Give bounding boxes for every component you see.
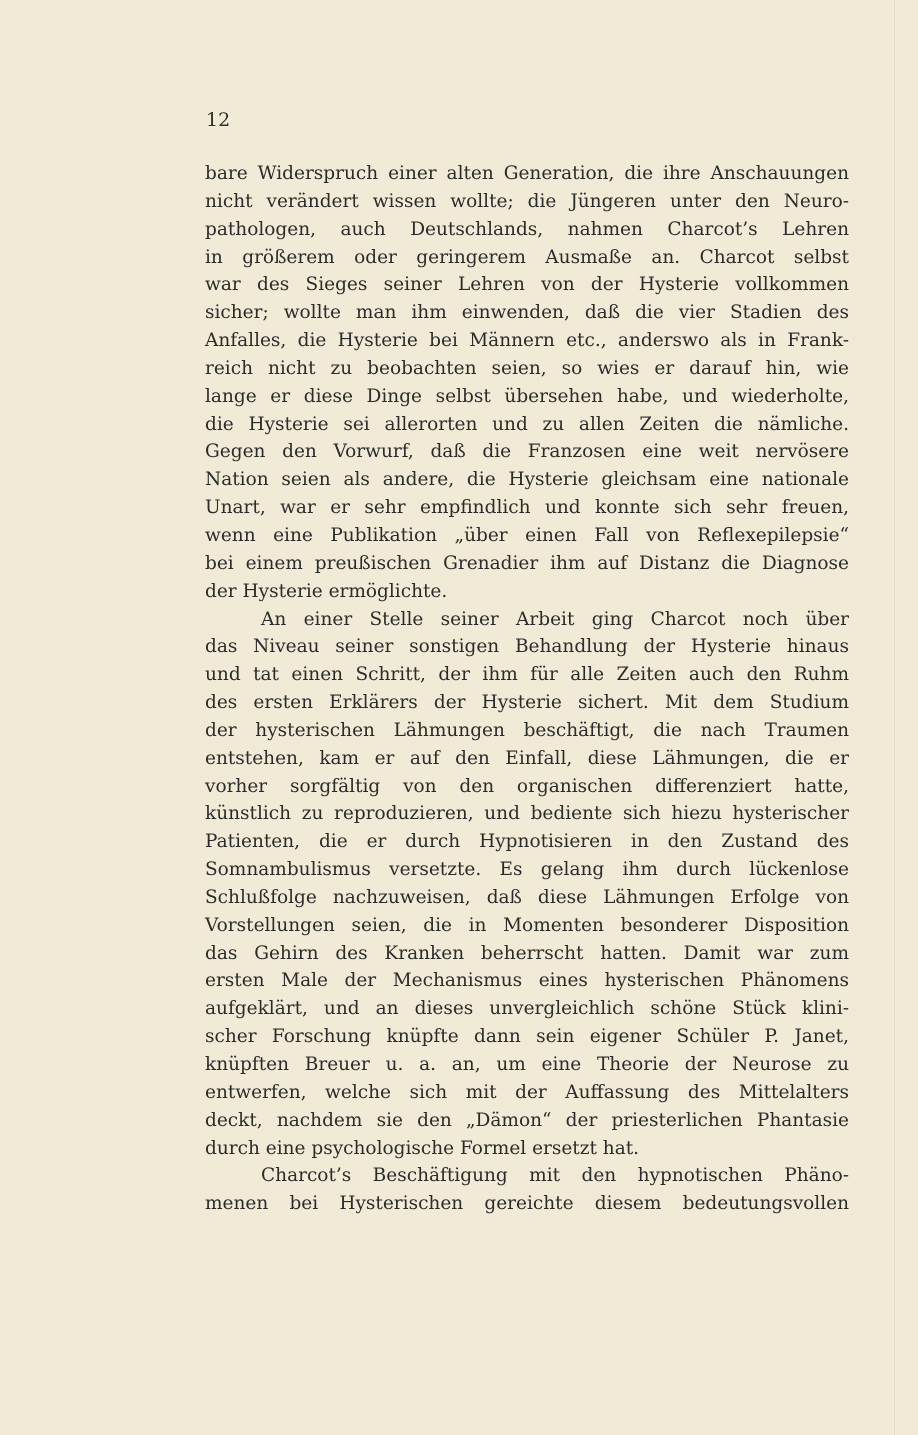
text-line: die Hysterie sei allerorten und zu allen Zeiten die nämliche. bbox=[205, 413, 849, 435]
text-line: in größerem oder geringerem Ausmaße an. Charcot selbst bbox=[205, 246, 849, 268]
text-line: künstlich zu reproduzieren, und bediente sich hiezu hysterischer bbox=[205, 803, 849, 825]
text-line: der Hysterie ermöglichte. bbox=[205, 580, 448, 602]
text-line: Nation seien als andere, die Hysterie gleichsam eine nationale bbox=[205, 469, 849, 491]
text-line: Unart, war er sehr empfindlich und konnte sich sehr freuen, bbox=[205, 497, 849, 519]
text-line: Anfalles, die Hysterie bei Männern etc., anderswo als in Frank- bbox=[205, 330, 849, 352]
text-line: Charcot’s Beschäftigung mit den hypnotischen Phäno- bbox=[261, 1165, 849, 1187]
text-line: pathologen, auch Deutschlands, nahmen Charcot’s Lehren bbox=[205, 218, 849, 240]
text-line: knüpften Breuer u. a. an, um eine Theorie der Neurose zu bbox=[205, 1054, 849, 1075]
text-line: menen bei Hysterischen gereichte diesem bedeutungsvollen bbox=[205, 1193, 849, 1215]
text-line: Vorstellungen seien, die in Momenten besonderer Disposition bbox=[205, 914, 849, 936]
text-line: Schlußfolge nachzuweisen, daß diese Lähmungen Erfolge von bbox=[205, 886, 849, 908]
text-line: war des Sieges seiner Lehren von der Hysterie vollkommen bbox=[205, 274, 849, 296]
page-number: 12 bbox=[206, 109, 231, 131]
text-line: bare Widerspruch einer alten Generation, die ihre Anschauungen bbox=[205, 163, 849, 184]
text-line: aufgeklärt, und an dieses unvergleichlich schöne Stück klini- bbox=[205, 998, 849, 1020]
text-line: und tat einen Schritt, der ihm für alle Zeiten auch den Ruhm bbox=[205, 664, 849, 686]
text-line: Somnambulismus versetzte. Es gelang ihm durch lückenlose bbox=[205, 859, 849, 881]
body-text bbox=[205, 160, 849, 1218]
text-line: das Gehirn des Kranken beherrscht hatten. Damit war zum bbox=[205, 942, 849, 964]
text-line: Gegen den Vorwurf, daß die Franzosen eine weit nervösere bbox=[205, 441, 849, 463]
text-line: nicht verändert wissen wollte; die Jüngeren unter den Neuro- bbox=[205, 190, 849, 212]
text-line: Patienten, die er durch Hypnotisieren in den Zustand des bbox=[205, 831, 849, 853]
page-edge-line bbox=[894, 0, 895, 1435]
text-line: sicher; wollte man ihm einwenden, daß die vier Stadien des bbox=[205, 302, 849, 324]
text-line: entstehen, kam er auf den Einfall, diese Lähmungen, die er bbox=[205, 747, 849, 769]
text-line: bei einem preußischen Grenadier ihm auf Distanz die Diagnose bbox=[205, 552, 849, 574]
text-line: An einer Stelle seiner Arbeit ging Charcot noch über bbox=[261, 608, 849, 630]
text-line: scher Forschung knüpfte dann sein eigener Schüler P. Janet, bbox=[205, 1026, 849, 1048]
text-line: reich nicht zu beobachten seien, so wies er darauf hin, wie bbox=[205, 357, 849, 379]
text-line: lange er diese Dinge selbst übersehen habe, und wiederholte, bbox=[205, 385, 849, 407]
text-line: wenn eine Publikation „über einen Fall von Reflexepilepsie“ bbox=[205, 524, 849, 546]
text-line: ersten Male der Mechanismus eines hysterischen Phänomens bbox=[205, 970, 849, 992]
text-line: entwerfen, welche sich mit der Auffassung des Mittelalters bbox=[205, 1081, 849, 1103]
text-line: deckt, nachdem sie den „Dämon“ der priesterlichen Phantasie bbox=[205, 1109, 849, 1131]
text-line: durch eine psychologische Formel ersetzt hat. bbox=[205, 1137, 640, 1159]
text-line: des ersten Erklärers der Hysterie sichert. Mit dem Studium bbox=[205, 692, 849, 714]
text-line: der hysterischen Lähmungen beschäftigt, die nach Traumen bbox=[205, 719, 849, 741]
text-line: das Niveau seiner sonstigen Behandlung der Hysterie hinaus bbox=[205, 636, 849, 658]
text-line: vorher sorgfältig von den organischen differenziert hatte, bbox=[205, 775, 849, 797]
